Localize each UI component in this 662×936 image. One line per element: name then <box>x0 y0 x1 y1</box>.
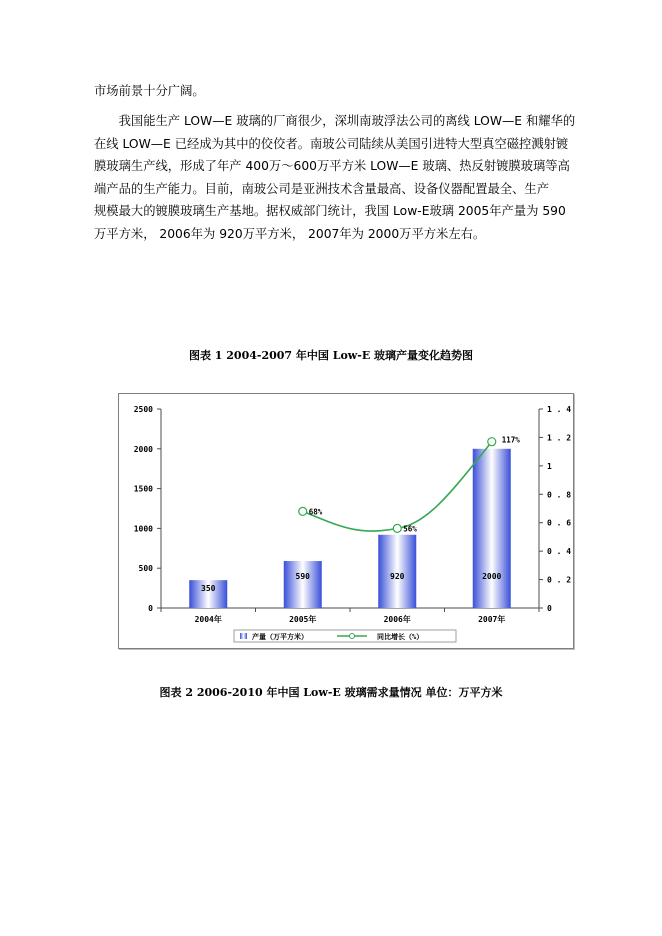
text-line: 在线 LOW—E 已经成为其中的佼佼者。南玻公司陆续从美国引进特大型真空磁控溅射镀 <box>94 136 569 151</box>
paragraph-2 <box>94 110 594 245</box>
growth-data-label: 117% <box>501 435 520 445</box>
y-right-tick-label: 0 . 4 <box>547 547 572 557</box>
text-line: 端产品的生产能力。目前，南玻公司是亚洲技术含量最高、设备仪器配置最全、生产 <box>94 181 549 196</box>
y-left-tick-label: 500 <box>138 564 153 574</box>
chart-frame <box>118 393 574 649</box>
y-left-tick-label: 0 <box>148 604 153 613</box>
y-left-tick-label: 1500 <box>133 484 153 494</box>
growth-line <box>303 442 492 534</box>
text-line: 万平方米， 2006年为 920万平方米， 2007年为 2000万平方米左右。 <box>94 226 486 241</box>
bar-data-label: 920 <box>390 572 405 581</box>
growth-marker <box>488 438 496 446</box>
bar <box>284 561 322 608</box>
growth-data-label: 56% <box>403 524 417 534</box>
legend-line-label: 同比增长（%） <box>377 633 424 641</box>
y-right-tick-label: 0 <box>547 604 552 613</box>
figure1-caption: 图表 1 2004-2007 年中国 Low-E 玻璃产量变化趋势图 <box>188 349 474 362</box>
legend-bar-swatch <box>240 633 247 639</box>
paragraph-1 <box>94 80 594 103</box>
y-right-tick-label: 0 . 6 <box>547 518 572 528</box>
y-right-tick-label: 0 . 8 <box>547 490 572 500</box>
bar-data-label: 350 <box>201 584 216 594</box>
production-chart <box>119 394 573 648</box>
y-left-tick-label: 2500 <box>133 405 153 414</box>
x-tick-label: 2004年 <box>194 615 222 624</box>
bar-data-label: 2000 <box>482 572 502 581</box>
y-right-tick-label: 1 . 2 <box>547 433 572 443</box>
text-line: 膜玻璃生产线，形成了年产 400万～600万平方米 LOW—E 玻璃、热反射镀膜玻璃等高 <box>94 159 570 173</box>
text-line: 市场前景十分广阔。 <box>94 84 205 98</box>
y-left-tick-label: 2000 <box>133 444 153 454</box>
figure2-caption: 图表 2 2006-2010 年中国 Low-E 玻璃需求量情况 单位：万平方米 <box>159 686 503 699</box>
y-right-tick-label: 1 . 4 <box>547 405 572 414</box>
growth-data-label: 68% <box>308 507 323 517</box>
y-right-tick-label: 1 <box>547 461 552 471</box>
legend-bar-label: 产量（万平方米） <box>252 633 308 641</box>
bar <box>473 449 511 608</box>
legend-line-marker <box>350 634 355 639</box>
y-left-tick-label: 1000 <box>133 524 153 534</box>
y-right-tick-label: 0 . 2 <box>547 575 572 585</box>
x-tick-label: 2007年 <box>478 615 506 624</box>
x-tick-label: 2006年 <box>383 615 411 624</box>
growth-marker <box>299 507 307 515</box>
text-line: 规模最大的镀膜玻璃生产基地。据权威部门统计，我国 Low-E玻璃 2005年产量为 590 <box>94 204 566 218</box>
growth-marker <box>393 524 401 532</box>
x-tick-label: 2005年 <box>289 615 317 624</box>
text-line: 我国能生产 LOW—E 玻璃的厂商很少，深圳南玻浮法公司的离线 LOW—E 和耀华的 <box>94 114 576 128</box>
bar-data-label: 590 <box>295 572 310 581</box>
